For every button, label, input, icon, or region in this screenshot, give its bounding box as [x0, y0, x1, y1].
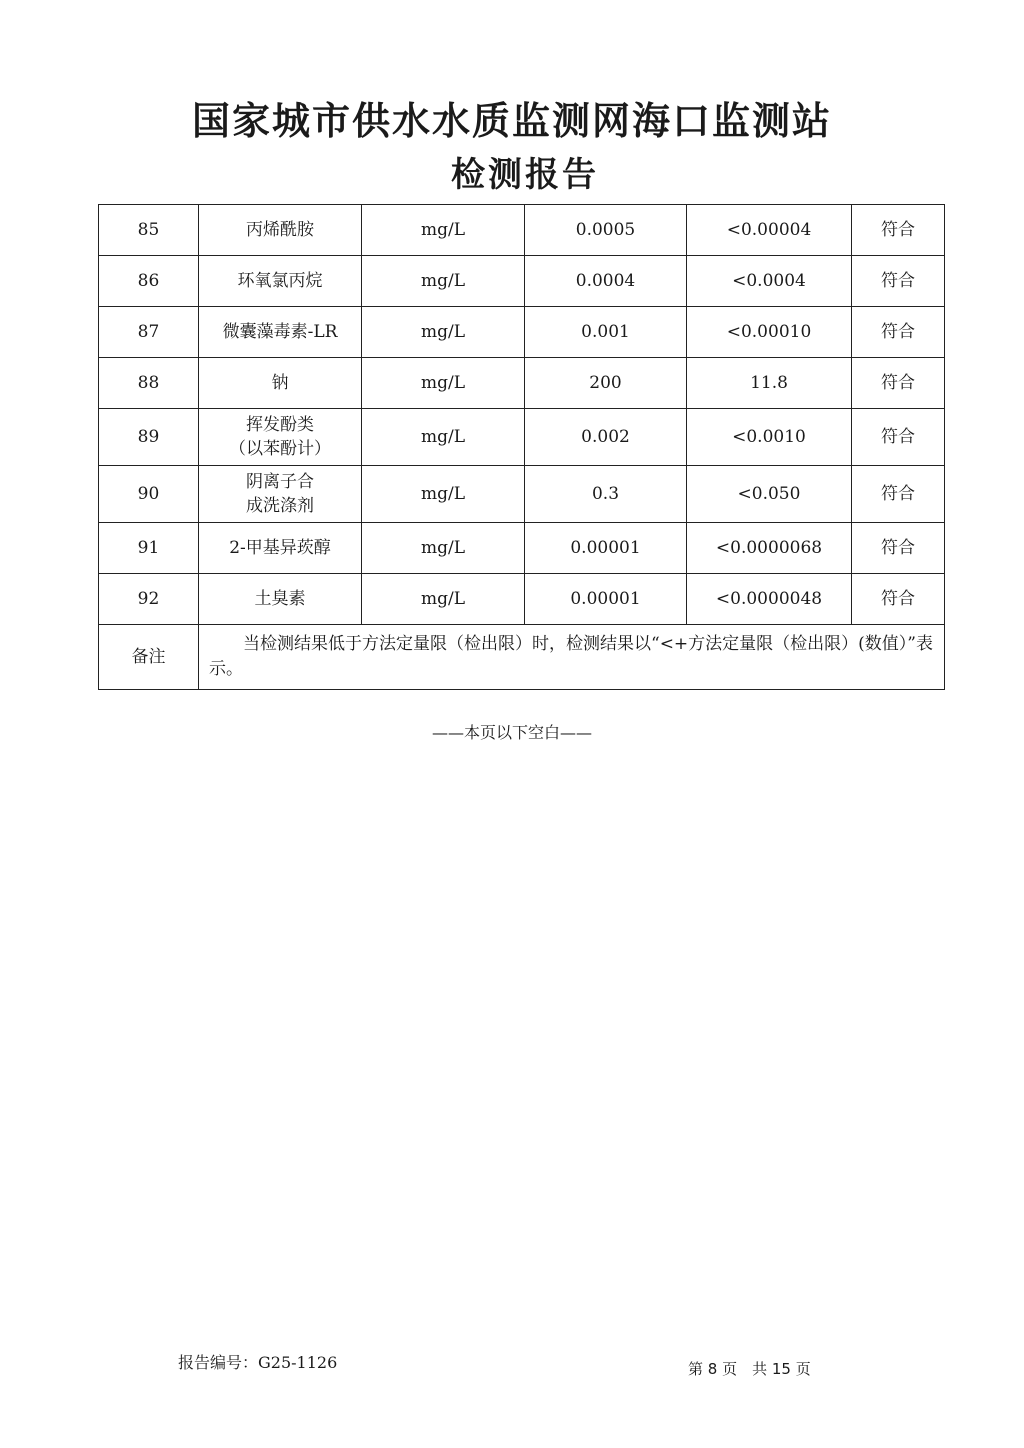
verdict: 符合: [852, 466, 945, 523]
limit-value: 0.3: [525, 466, 687, 523]
item-name: [199, 409, 362, 466]
verdict: 符合: [852, 574, 945, 625]
limit-value: 0.0004: [525, 256, 687, 307]
verdict: 符合: [852, 256, 945, 307]
item-name: 2-甲基异莰醇: [199, 523, 362, 574]
verdict: 符合: [852, 523, 945, 574]
result-value: <0.0004: [687, 256, 852, 307]
result-value: <0.00010: [687, 307, 852, 358]
limit-value: 0.00001: [525, 574, 687, 625]
row-number: 92: [99, 574, 199, 625]
report-title: 国家城市供水水质监测网海口监测站: [191, 99, 832, 143]
result-value: 11.8: [687, 358, 852, 409]
limit-value: 0.0005: [525, 205, 687, 256]
table-row: [99, 409, 945, 466]
remark-row: [99, 625, 945, 690]
unit: mg/L: [362, 523, 525, 574]
limit-value: 200: [525, 358, 687, 409]
verdict: 符合: [852, 409, 945, 466]
row-number: 91: [99, 523, 199, 574]
table-row: [99, 574, 945, 625]
item-name-line2: 成洗涤剂: [246, 496, 314, 516]
verdict: 符合: [852, 358, 945, 409]
verdict: 符合: [852, 307, 945, 358]
row-number: 90: [99, 466, 199, 523]
row-number: 89: [99, 409, 199, 466]
unit: mg/L: [362, 205, 525, 256]
unit: mg/L: [362, 256, 525, 307]
remark-text: 当检测结果低于方法定量限（检出限）时，检测结果以“<+方法定量限（检出限）(数值）”表示。: [199, 625, 945, 690]
unit: mg/L: [362, 409, 525, 466]
item-name-line1: 阴离子合: [246, 472, 314, 492]
row-number: 86: [99, 256, 199, 307]
report-subtitle: 检测报告: [451, 155, 599, 195]
result-value: <0.0000048: [687, 574, 852, 625]
unit: mg/L: [362, 358, 525, 409]
blank-page-note: ——本页以下空白——: [431, 723, 592, 742]
unit: mg/L: [362, 307, 525, 358]
limit-value: 0.001: [525, 307, 687, 358]
item-name-line1: 挥发酚类: [246, 415, 314, 435]
unit: mg/L: [362, 574, 525, 625]
unit: mg/L: [362, 466, 525, 523]
row-number: 85: [99, 205, 199, 256]
table-row: [99, 523, 945, 574]
limit-value: 0.00001: [525, 523, 687, 574]
table-row: [99, 358, 945, 409]
row-number: 87: [99, 307, 199, 358]
table-row: [99, 466, 945, 523]
item-name: 微囊藻毒素-LR: [199, 307, 362, 358]
item-name: [199, 466, 362, 523]
limit-value: 0.002: [525, 409, 687, 466]
result-value: <0.0000068: [687, 523, 852, 574]
table-row: [99, 307, 945, 358]
table-row: [99, 256, 945, 307]
result-value: <0.0010: [687, 409, 852, 466]
item-name: 土臭素: [199, 574, 362, 625]
item-name: 环氧氯丙烷: [199, 256, 362, 307]
result-value: <0.00004: [687, 205, 852, 256]
table-row: [99, 205, 945, 256]
item-name: 钠: [199, 358, 362, 409]
verdict: 符合: [852, 205, 945, 256]
row-number: 88: [99, 358, 199, 409]
report-number: 报告编号：G25-1126: [178, 1353, 338, 1372]
page-indicator: 第 8 页 共 15 页: [688, 1360, 811, 1378]
results-table: [98, 204, 945, 690]
result-value: <0.050: [687, 466, 852, 523]
item-name: 丙烯酰胺: [199, 205, 362, 256]
remark-label: 备注: [99, 625, 199, 690]
item-name-line2: （以苯酚计）: [229, 439, 331, 459]
